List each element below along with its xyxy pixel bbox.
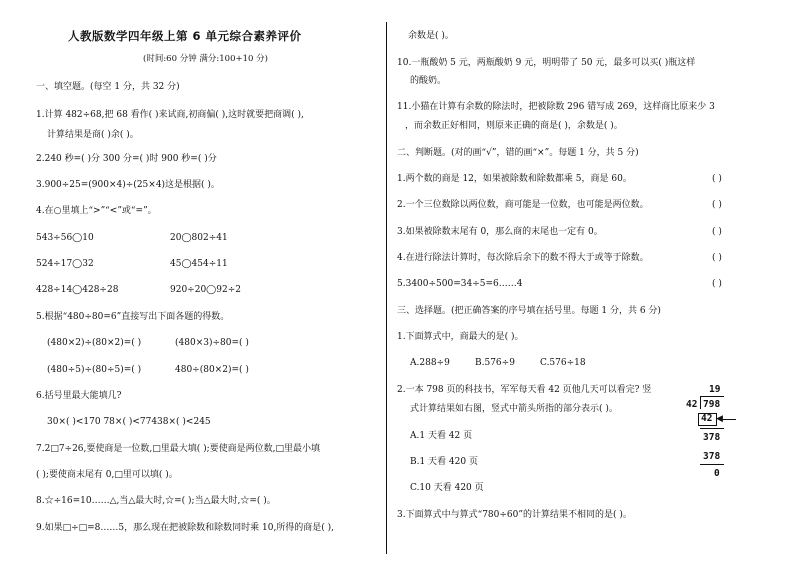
choice-2-option-b: B.1 天看 420 页	[410, 457, 478, 467]
section-fill-in: 一、填空题。(每空 1 分，共 32 分)	[36, 82, 180, 92]
choice-2-line-2: 式计算结果如右图，竖式中箭头所指的部分表示( )。	[410, 404, 618, 414]
question-10-line-1: 10.一瓶酸奶 5 元，两瓶酸奶 9 元，明明带了 50 元，最多可以买( )瓶这样	[397, 58, 696, 68]
choice-1-option-a: A.288÷9	[410, 358, 450, 368]
calc-item: (480×2)÷(80×2)=( )	[47, 338, 142, 348]
compare-item: 524÷17◯32	[36, 259, 94, 269]
question-3: 3.900÷25=(900×4)÷(25×4)这是根据( )。	[36, 180, 220, 190]
division-quotient: 19	[709, 384, 721, 395]
division-dividend: 798	[703, 399, 721, 410]
question-5: 5.根据“480÷80=6”直接写出下面各题的得数。	[36, 312, 230, 322]
division-divisor: 42	[686, 399, 698, 410]
division-remainder: 0	[714, 468, 720, 479]
division-step-1: 42	[701, 413, 713, 424]
judge-item-5: 5.3400÷500=34÷5=6……4	[397, 279, 523, 289]
judge-item-4: 4.在进行除法计算时，每次除后余下的数不得大于或等于除数。	[397, 253, 649, 263]
question-6-row: 30×( )<170 78×( )<77438×( )<245	[47, 417, 211, 427]
page-title: 人教版数学四年级上第 6 单元综合素养评价	[68, 29, 302, 43]
compare-item: 45◯454÷11	[170, 259, 228, 269]
choice-2-option-c: C.10 天看 420 页	[410, 483, 484, 493]
division-line	[700, 428, 724, 429]
compare-item: 920÷20◯92÷2	[170, 285, 241, 295]
answer-paren: ( )	[712, 227, 722, 237]
question-11-line-1: 11.小猫在计算有余数的除法时，把被除数 296 错写成 269，这样商比原来少 3	[397, 102, 715, 112]
question-7-line-2: ( );要使商末尾有 0,□里可以填( )。	[36, 470, 178, 480]
division-line	[700, 464, 724, 465]
answer-paren: ( )	[712, 253, 722, 263]
compare-item: 428÷14◯428÷28	[36, 285, 119, 295]
choice-2-line-1: 2.一本 798 页的科技书，军军每天看 42 页他几天可以看完? 竖	[397, 385, 652, 395]
column-divider	[386, 22, 387, 554]
calc-item: (480÷5)÷(80÷5)=( )	[47, 365, 142, 375]
question-1-line-1: 1.计算 482÷68,把 68 看作( )来试商,初商偏( ),这时就要把商调( ),	[36, 110, 304, 120]
compare-item: 20◯802÷41	[170, 233, 228, 243]
question-10-line-2: 的酸奶。	[410, 76, 447, 86]
choice-1: 1.下面算式中，商最大的是( )。	[397, 332, 524, 342]
choice-1-option-b: B.576÷9	[475, 358, 515, 368]
answer-paren: ( )	[712, 279, 722, 289]
choice-1-option-c: C.576÷18	[540, 358, 586, 368]
calc-item: (480×3)÷80=( )	[175, 338, 249, 348]
question-8: 8.☆÷16=10……△,当△最大时,☆=( );当△最大时,☆=( )。	[36, 496, 276, 506]
answer-paren: ( )	[712, 174, 722, 184]
question-11-line-2: ，而余数正好相同，则原来正确的商是( )，余数是( )。	[405, 121, 623, 131]
division-bracket-top	[700, 396, 724, 397]
choice-3: 3.下面算式中与算式“780÷60”的计算结果不相同的是( )。	[397, 510, 632, 520]
section-judge: 二、判断题。(对的画“√”，错的画“×”。每题 1 分，共 5 分)	[397, 148, 639, 158]
judge-item-2: 2.一个三位数除以两位数，商可能是一位数，也可能是两位数。	[397, 200, 649, 210]
choice-2-option-a: A.1 天看 42 页	[410, 431, 473, 441]
calc-item: 480÷(80×2)=( )	[175, 365, 249, 375]
question-6: 6.括号里最大能填几?	[36, 391, 122, 401]
question-2: 2.240 秒=( )分 300 分=( )时 900 秒=( )分	[36, 154, 217, 164]
section-choice: 三、选择题。(把正确答案的序号填在括号里。每题 1 分，共 6 分)	[397, 306, 661, 316]
answer-paren: ( )	[712, 200, 722, 210]
page-subtitle: (时间:60 分钟 满分:100+10 分)	[143, 54, 268, 64]
division-step-3: 378	[703, 451, 721, 462]
division-step-2: 378	[703, 432, 721, 443]
judge-item-3: 3.如果被除数末尾有 0，那么商的末尾也一定有 0。	[397, 227, 603, 237]
question-1-line-2: 计算结果是商( )余( )。	[47, 130, 139, 140]
division-bracket-side	[700, 396, 701, 409]
question-7-line-1: 7.2□7÷26,要使商是一位数,□里最大填( );要使商是两位数,□里最小填	[36, 444, 321, 454]
compare-item: 543÷56◯10	[36, 233, 94, 243]
judge-item-1: 1.两个数的商是 12，如果被除数和除数都乘 5，商是 60。	[397, 174, 632, 184]
arrow-head-icon: ◀	[716, 414, 723, 424]
question-9-continued: 余数是( )。	[408, 31, 454, 41]
question-4: 4.在○里填上“>”“<”或“=”。	[36, 206, 157, 216]
question-9: 9.如果□÷□=8……5，那么现在把被除数和除数同时乘 10,所得的商是( ),	[36, 523, 335, 533]
